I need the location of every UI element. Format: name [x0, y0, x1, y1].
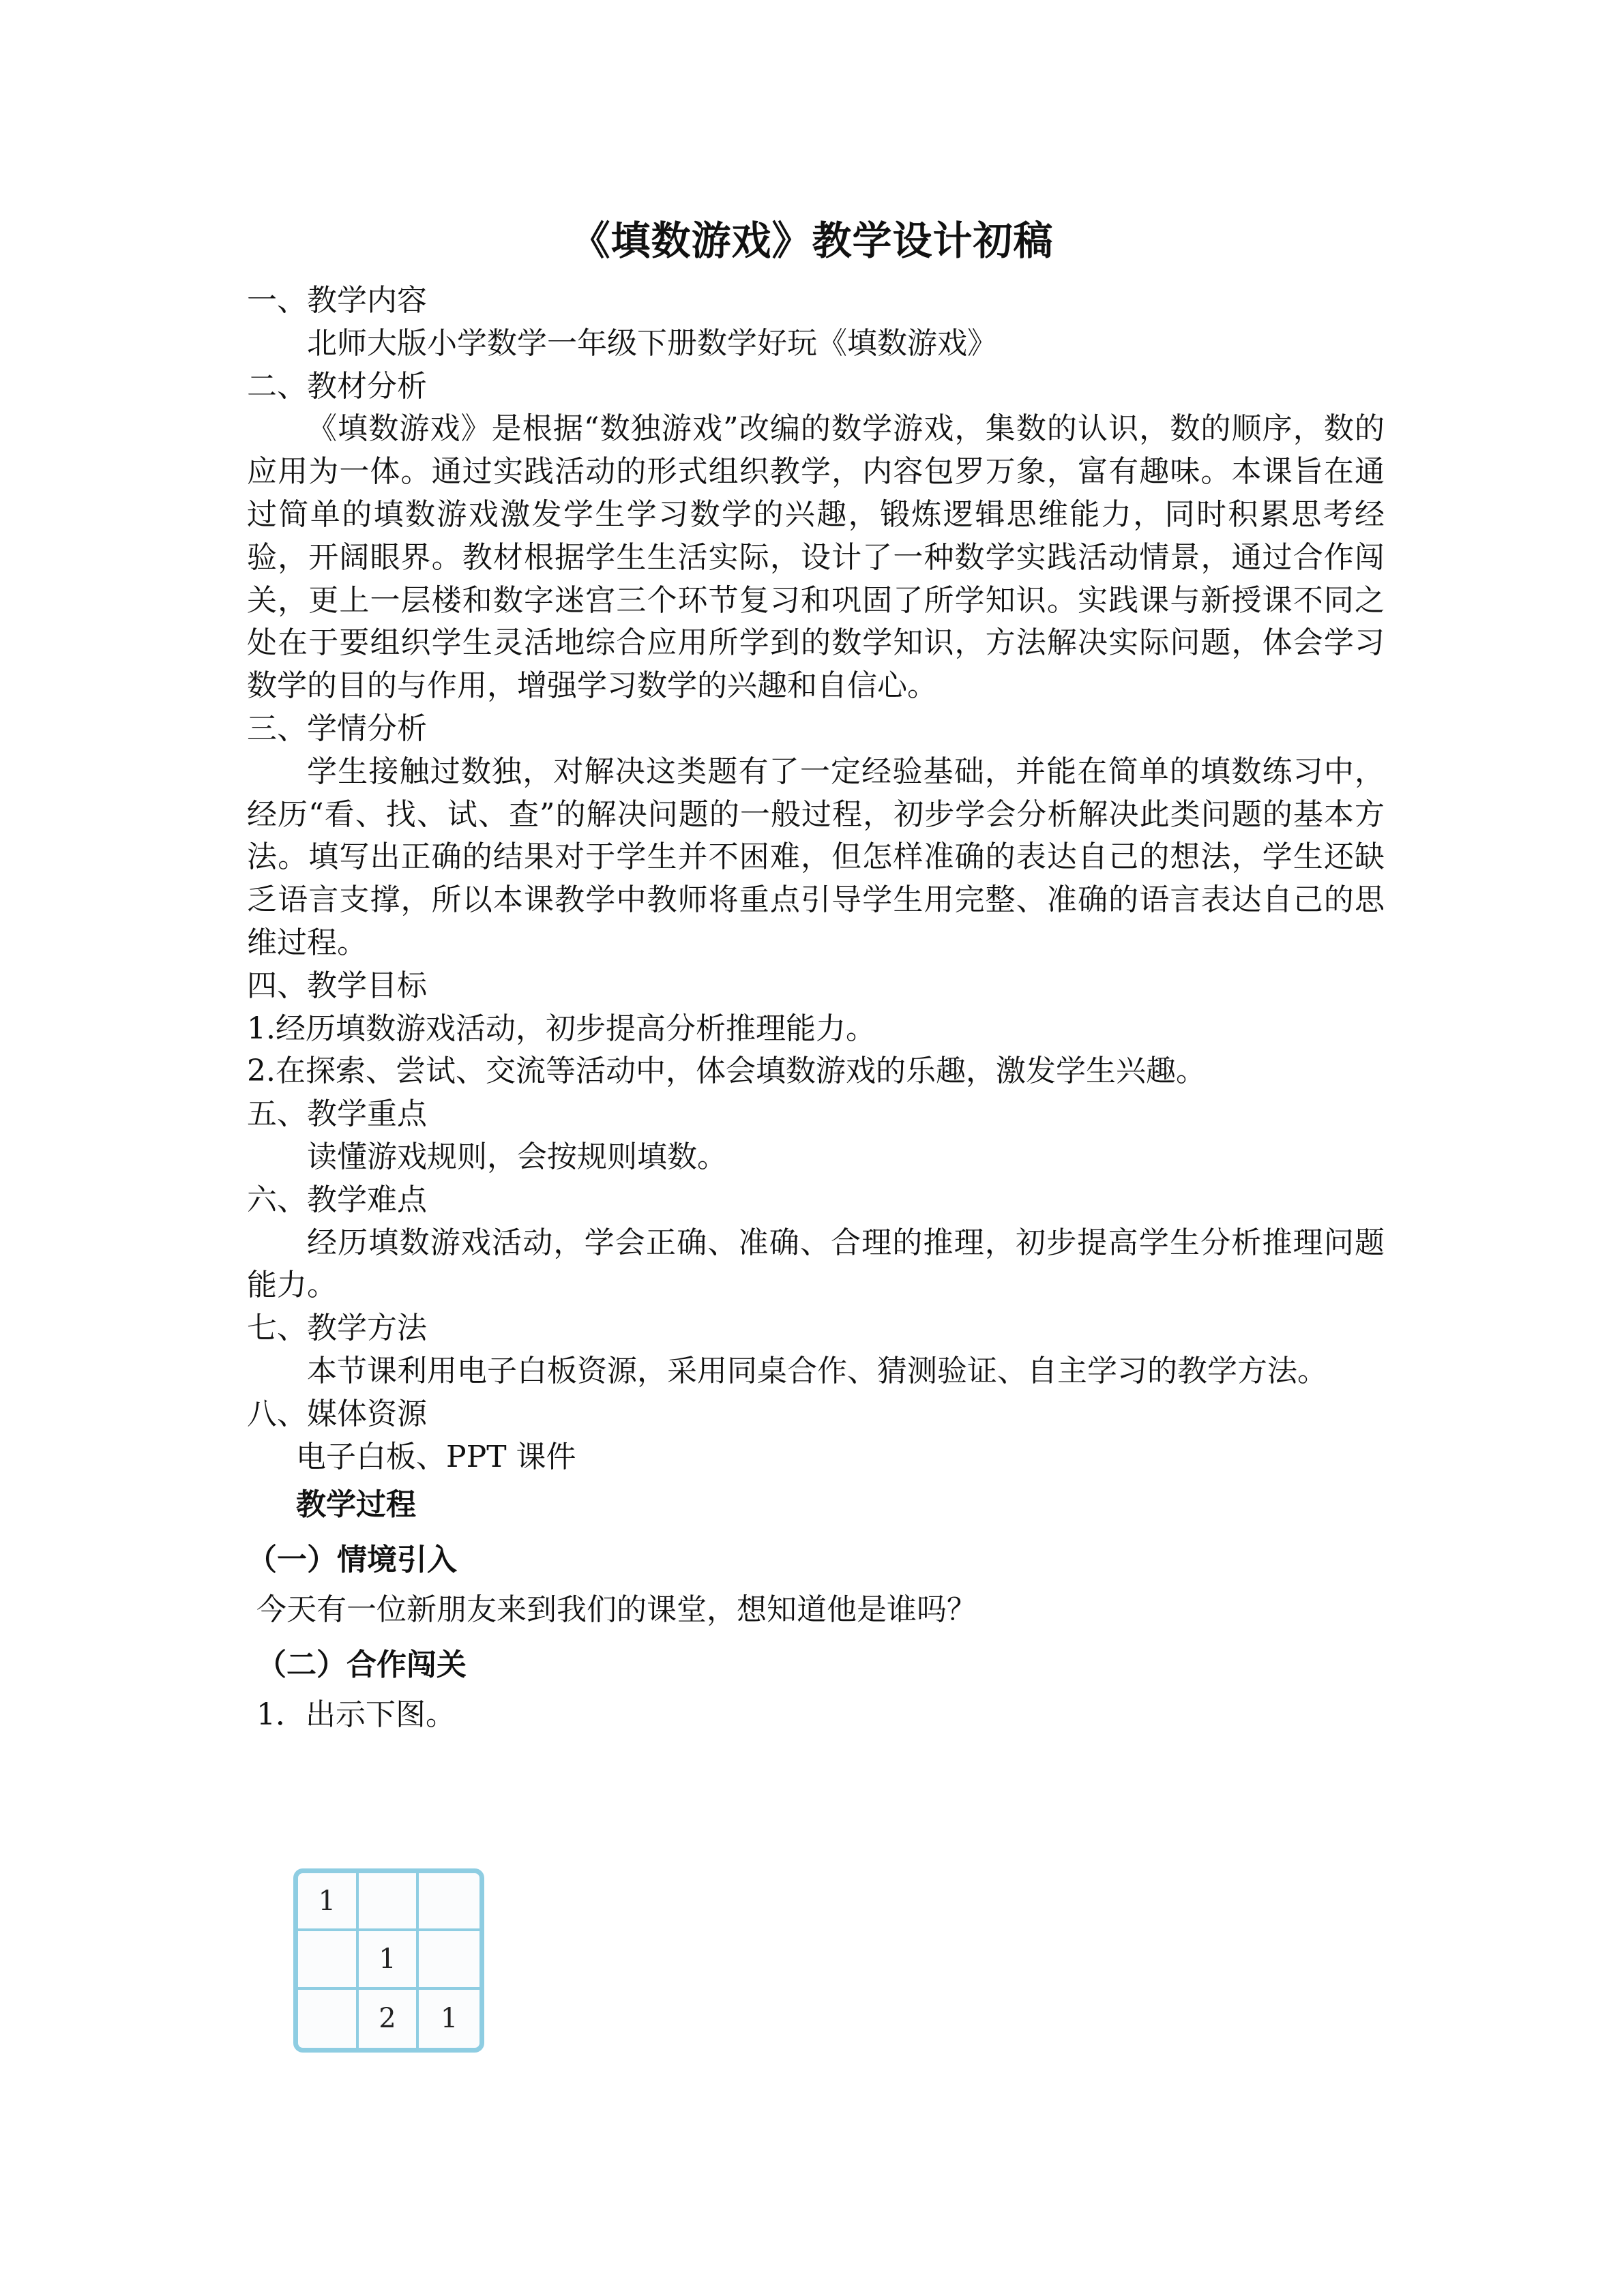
grid-cell: 1 — [359, 1931, 419, 1989]
section-text: 学生接触过数独，对解决这类题有了一定经验基础，并能在简单的填数练习中，经历“看、找、试、查”的解决问题的一般过程，初步学会分析解决此类问题的基本方法。填写出正确的结果对于学生并不困难，但怎样准确的表达自己的想法，学生还缺乏语言支撑，所以本课教学中教师将重点引导学生用完整、准确的语言表达自己的思维过程。 — [247, 754, 1385, 960]
step1-text: 今天有一位新朋友来到我们的课堂，想知道他是谁吗？ — [256, 1592, 977, 1627]
grid-cell — [298, 1990, 359, 2048]
section-text: 1.经历填数游戏活动，初步提高分析推理能力。 — [247, 1011, 876, 1046]
process-title: 教学过程 — [296, 1487, 416, 1523]
grid-cell: 2 — [359, 1990, 419, 2048]
grid-cell: 1 — [440, 2003, 458, 2035]
grid-cell — [419, 1931, 479, 1989]
puzzle-grid-cells — [298, 1873, 479, 2048]
section-heading: 三、学情分析 — [247, 711, 427, 746]
section-text: 本节课利用电子白板资源，采用同桌合作、猜测验证、自主学习的教学方法。 — [307, 1353, 1327, 1388]
section-heading: 八、媒体资源 — [247, 1396, 427, 1431]
step1-title: （一）情境引入 — [247, 1542, 457, 1578]
document-title: 《填数游戏》教学设计初稿 — [570, 218, 1054, 264]
document-body — [247, 280, 1385, 1736]
section-heading: 一、教学内容 — [247, 283, 427, 318]
section-text: 《填数游戏》是根据“数独游戏”改编的数学游戏，集数的认识，数的顺序，数的应用为一体。通过实践活动的形式组织教学，内容包罗万象，富有趣味。本课旨在通过简单的填数游戏激发学生学习数学的兴趣，锻炼逻辑思维能力，同时积累思考经验，开阔眼界。教材根据学生生活实际，设计了一种数学实践活动情景，通过合作闯关，更上一层楼和数字迷宫三个环节复习和巩固了所学知识。实践课与新授课不同之处在于要组织学生灵活地综合应用所学到的数学知识，方法解决实际问题，体会学习数学的目的与作用，增强学习数学的兴趣和自信心。 — [247, 411, 1385, 704]
section-text: 2.在探索、尝试、交流等活动中，体会填数游戏的乐趣，激发学生兴趣。 — [247, 1054, 1206, 1089]
number-puzzle-grid — [293, 1868, 484, 2053]
sections — [247, 280, 1385, 1478]
section-text: 电子白板、PPT 课件 — [296, 1439, 576, 1474]
section-heading: 四、教学目标 — [247, 968, 427, 1003]
section-text: 读懂游戏规则，会按规则填数。 — [307, 1139, 727, 1174]
section-heading: 六、教学难点 — [247, 1182, 427, 1217]
grid-cell — [419, 1873, 479, 1931]
grid-cell — [298, 1931, 359, 1989]
grid-cell: 1 — [298, 1873, 359, 1931]
step2-title: （二）合作闯关 — [256, 1647, 467, 1682]
section-heading: 五、教学重点 — [247, 1097, 427, 1132]
section-heading: 七、教学方法 — [247, 1311, 427, 1346]
section-text: 经历填数游戏活动，学会正确、准确、合理的推理，初步提高学生分析推理问题能力。 — [247, 1225, 1385, 1303]
section-text: 北师大版小学数学一年级下册数学好玩《填数游戏》 — [307, 325, 997, 361]
step2-text: 1．出示下图。 — [256, 1697, 456, 1732]
section-heading: 二、教材分析 — [247, 368, 427, 404]
grid-cell — [359, 1873, 419, 1931]
